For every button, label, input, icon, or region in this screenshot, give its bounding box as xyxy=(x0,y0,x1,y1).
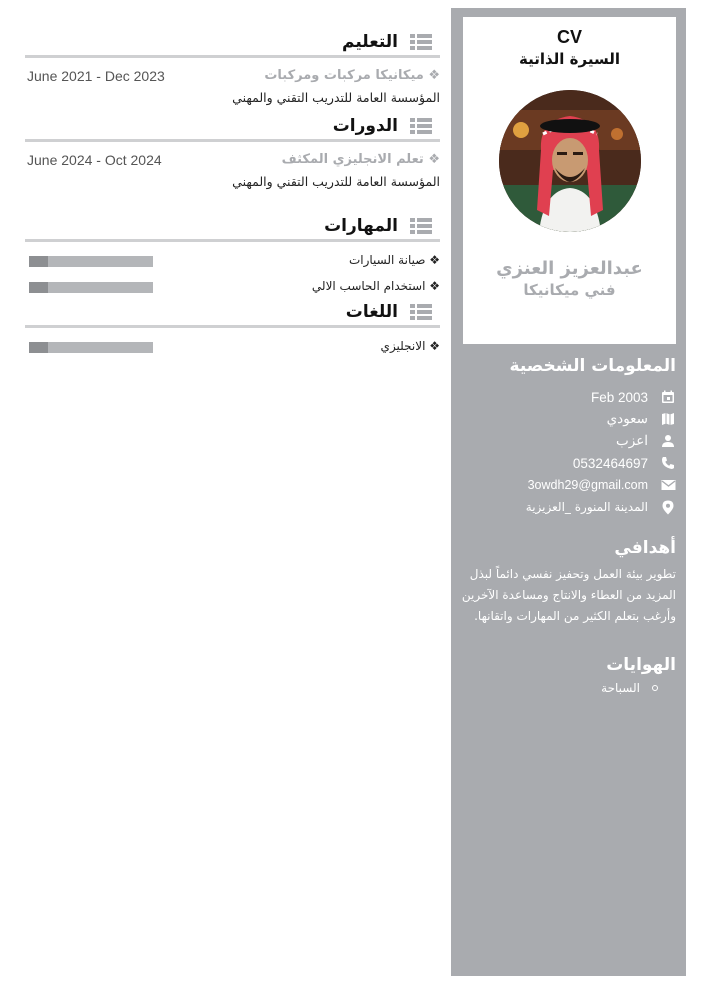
course-entry xyxy=(25,142,440,190)
skills-list xyxy=(25,248,440,300)
goals-section xyxy=(451,538,686,627)
profile-photo xyxy=(499,90,641,232)
hobby-label: السباحة xyxy=(601,681,640,695)
education-title: ❖ ميكانيكا مركبات ومركبات xyxy=(264,68,440,83)
course-org: المؤسسة العامة للتدريب التقني والمهني xyxy=(232,174,440,189)
list-icon xyxy=(410,304,432,320)
profile-name: عبدالعزيز العنزي xyxy=(496,258,643,279)
person-icon xyxy=(660,433,676,449)
list-icon xyxy=(410,118,432,134)
info-address xyxy=(451,496,676,518)
main-content xyxy=(25,28,440,360)
info-email xyxy=(451,474,676,496)
personal-info-section xyxy=(451,356,686,518)
phone-icon xyxy=(660,455,676,471)
email-icon xyxy=(660,477,676,493)
info-phone-value: 0532464697 xyxy=(572,455,648,471)
skill-level-fill xyxy=(48,282,153,293)
education-org: المؤسسة العامة للتدريب التقني والمهني xyxy=(232,90,440,105)
info-birthdate xyxy=(451,386,676,408)
languages-list xyxy=(25,334,440,360)
info-phone xyxy=(451,452,676,474)
page-title: السيرة الذاتية xyxy=(518,50,620,68)
hobbies-section xyxy=(451,655,686,695)
language-label: ❖ الانجليزي xyxy=(380,339,440,353)
info-email-value: 3owdh29@gmail.com xyxy=(527,478,648,492)
hobby-item xyxy=(451,681,686,695)
location-pin-icon xyxy=(660,499,676,515)
profile-job-title: فني ميكانيكا xyxy=(523,281,616,299)
calendar-icon xyxy=(660,389,676,405)
info-birthdate-value: Feb 2003 xyxy=(590,389,648,405)
skill-label: ❖ صيانة السيارات xyxy=(348,253,440,267)
skill-item xyxy=(25,248,440,274)
courses-header xyxy=(25,112,440,142)
courses-heading: الدورات xyxy=(332,115,398,136)
course-title: ❖ تعلم الانجليزي المكثف xyxy=(281,152,440,167)
hobbies-heading: الهوايات xyxy=(606,655,676,675)
personal-info-heading: المعلومات الشخصية xyxy=(509,356,676,376)
education-entry xyxy=(25,58,440,106)
sidebar xyxy=(451,8,686,976)
skill-level-bar xyxy=(29,282,153,293)
info-nationality-value: سعودي xyxy=(606,411,648,426)
skill-item xyxy=(25,274,440,300)
list-icon xyxy=(410,34,432,50)
skill-level-fill xyxy=(48,256,153,267)
info-nationality xyxy=(451,408,676,430)
language-item xyxy=(25,334,440,360)
languages-header xyxy=(25,298,440,328)
info-marital-status xyxy=(451,430,676,452)
skill-level-bar xyxy=(29,256,153,267)
skills-header xyxy=(25,212,440,242)
education-header xyxy=(25,28,440,58)
map-icon xyxy=(660,411,676,427)
education-heading: التعليم xyxy=(342,31,398,52)
cv-label: CV xyxy=(556,27,582,47)
language-level-fill xyxy=(48,342,153,353)
list-icon xyxy=(410,218,432,234)
languages-heading: اللغات xyxy=(345,301,398,322)
skill-label: ❖ استخدام الحاسب الالي xyxy=(311,279,440,293)
goals-heading: أهدافي xyxy=(614,538,676,558)
circle-bullet-icon xyxy=(652,685,658,691)
skills-heading: المهارات xyxy=(324,215,398,236)
info-marital-status-value: اعزب xyxy=(616,433,648,448)
personal-info-list xyxy=(451,386,686,518)
goals-text: تطوير بيئة العمل وتحفيز نفسي دائماً لبذل المزيد من العطاء والانتاج ومساعدة الآخرين وأرغب بتعلم الكثير من المهارات واتقانها. xyxy=(461,567,676,623)
profile-card xyxy=(463,17,676,344)
info-address-value: المدينة المنورة _العزيزية xyxy=(525,500,648,514)
course-date: June 2024 - Oct 2024 xyxy=(27,152,162,168)
language-level-bar xyxy=(29,342,153,353)
education-date: June 2021 - Dec 2023 xyxy=(27,68,165,84)
